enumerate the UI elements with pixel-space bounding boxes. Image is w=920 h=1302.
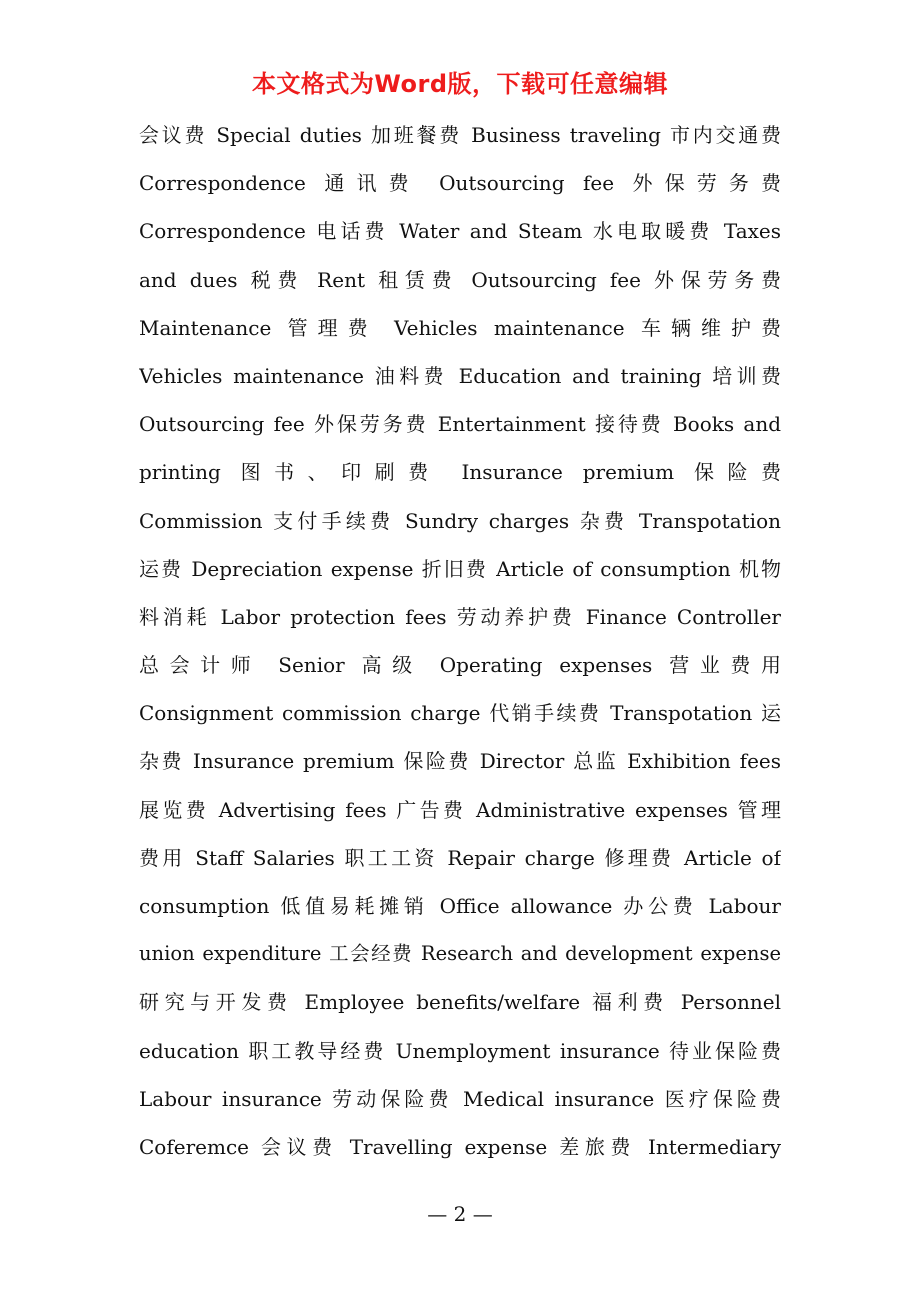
text-line: consumption 低值易耗摊销 Office allowance 办公费 Labour <box>139 894 781 918</box>
text-line: Correspondence 通讯费 Outsourcing fee 外保劳务费 <box>139 171 781 196</box>
text-line: 杂费 Insurance premium 保险费 Director 总监 Exhibition fees <box>139 749 781 774</box>
text-line: 会议费 Special duties 加班餐费 Business traveling 市内交通费 <box>139 123 781 147</box>
text-line: Coferemce 会议费 Travelling expense 差旅费 Intermediary <box>139 1134 781 1159</box>
text-line: Maintenance 管理费 Vehicles maintenance 车辆维护费 <box>139 315 781 340</box>
text-line: Vehicles maintenance 油料费 Education and training 培训费 <box>139 363 781 388</box>
header-banner: 本文格式为Word版，下载可任意编辑 <box>251 70 669 98</box>
text-line: 运费 Depreciation expense 折旧费 Article of consumption 机物 <box>139 556 781 581</box>
text-line: 料消耗 Labor protection fees 劳动养护费 Finance Controller <box>139 604 781 629</box>
text-line: education 职工教导经费 Unemployment insurance 待业保险费 <box>139 1038 781 1063</box>
text-line: Correspondence 电话费 Water and Steam 水电取暖费 Taxes <box>139 219 781 244</box>
text-line: 总会计师 Senior 高级 Operating expenses 营业费用 <box>139 653 781 678</box>
text-line: union expenditure 工会经费 Research and development expense <box>139 942 781 966</box>
text-line: Commission 支付手续费 Sundry charges 杂费 Transpotation <box>139 508 781 533</box>
page-number: — 2 — <box>427 1202 493 1226</box>
text-line: 展览费 Advertising fees 广告费 Administrative expenses 管理 <box>139 797 781 822</box>
text-line: printing 图书、印刷费 Insurance premium 保险费 <box>139 460 781 485</box>
text-line: Outsourcing fee 外保劳务费 Entertainment 接待费 Books and <box>139 412 781 437</box>
text-line: Labour insurance 劳动保险费 Medical insurance 医疗保险费 <box>139 1086 781 1111</box>
text-line: 研究与开发费 Employee benefits/welfare 福利费 Personnel <box>139 990 781 1015</box>
text-line: and dues 税费 Rent 租赁费 Outsourcing fee 外保劳务费 <box>139 267 781 292</box>
body-text <box>139 111 781 1171</box>
text-line: Consignment commission charge 代销手续费 Transpotation 运 <box>139 701 781 726</box>
text-line: 费用 Staff Salaries 职工工资 Repair charge 修理费 Article of <box>139 845 781 870</box>
